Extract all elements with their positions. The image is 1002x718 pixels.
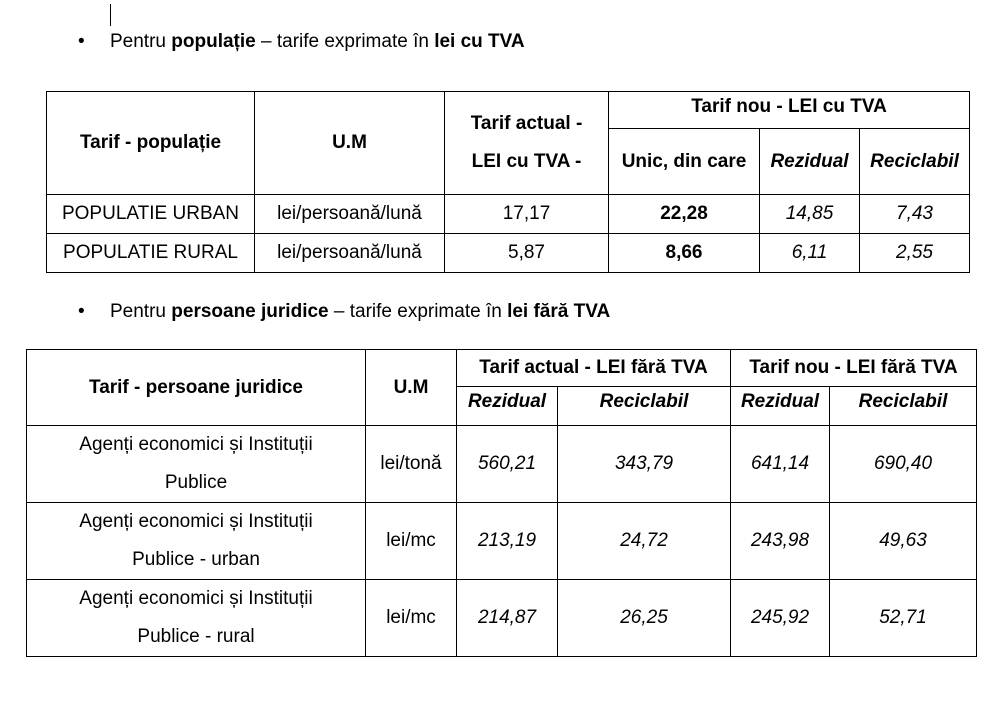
- header-tarif-nou: Tarif nou - LEI cu TVA: [609, 92, 970, 129]
- tarif-persoane-juridice-table: [26, 349, 977, 657]
- bullet-text-part: Pentru: [110, 301, 172, 322]
- row-actual: 17,17: [445, 195, 609, 234]
- header-nou-rezidual: Rezidual: [731, 387, 830, 426]
- row-reciclabil: 7,43: [860, 195, 970, 234]
- bullet-bold-lei-cu-tva: lei cu TVA: [434, 31, 525, 52]
- header-tarif-persoane-juridice: Tarif - persoane juridice: [27, 350, 366, 426]
- row-rezidual: 14,85: [760, 195, 860, 234]
- row-nou-reciclabil: 49,63: [830, 503, 977, 580]
- bullet-icon: •: [78, 301, 85, 322]
- row-nou-reciclabil: 52,71: [830, 580, 977, 657]
- header-tarif-actual: Tarif actual - LEI fără TVA: [457, 350, 731, 387]
- header-reciclabil: Reciclabil: [860, 129, 970, 195]
- header-actual-reciclabil: Reciclabil: [558, 387, 731, 426]
- row-nou-rezidual: 245,92: [731, 580, 830, 657]
- table-row: [27, 426, 977, 503]
- header-nou-reciclabil: Reciclabil: [830, 387, 977, 426]
- tarif-populatie-table: [46, 91, 970, 273]
- row-name: Agenți economici și Instituții Publice - rural: [27, 580, 366, 657]
- row-nou-rezidual: 641,14: [731, 426, 830, 503]
- bullet-bold-populatie: populație: [171, 31, 256, 52]
- table-row: [47, 195, 970, 234]
- row-um: lei/persoană/lună: [255, 234, 445, 273]
- bullet-text: [110, 300, 610, 324]
- row-actual: 5,87: [445, 234, 609, 273]
- row-um: lei/tonă: [366, 426, 457, 503]
- bullet-bold-lei-fara-tva: lei fără TVA: [507, 301, 611, 322]
- text-cursor: [110, 4, 111, 26]
- row-name: Agenți economici și Instituții Publice - urban: [27, 503, 366, 580]
- row-um: lei/mc: [366, 503, 457, 580]
- header-tarif-actual: Tarif actual - LEI cu TVA -: [445, 92, 609, 195]
- row-actual-reciclabil: 26,25: [558, 580, 731, 657]
- header-rezidual: Rezidual: [760, 129, 860, 195]
- table-row: [27, 503, 977, 580]
- bullet-text-part: – tarife exprimate în: [328, 301, 508, 322]
- header-unic: Unic, din care: [609, 129, 760, 195]
- bullet-bold-persoane-juridice: persoane juridice: [171, 301, 329, 322]
- row-um: lei/mc: [366, 580, 457, 657]
- bullet-text: [110, 30, 525, 54]
- bullet-icon: •: [78, 31, 85, 52]
- header-actual-rezidual: Rezidual: [457, 387, 558, 426]
- table-row: [47, 234, 970, 273]
- row-nou-reciclabil: 690,40: [830, 426, 977, 503]
- header-tarif-nou: Tarif nou - LEI fără TVA: [731, 350, 977, 387]
- bullet-text-part: Pentru: [110, 31, 172, 52]
- row-um: lei/persoană/lună: [255, 195, 445, 234]
- row-name: Agenți economici și Instituții Publice: [27, 426, 366, 503]
- header-um: U.M: [366, 350, 457, 426]
- row-actual-reciclabil: 24,72: [558, 503, 731, 580]
- row-name: POPULATIE RURAL: [47, 234, 255, 273]
- table-row: [27, 580, 977, 657]
- row-reciclabil: 2,55: [860, 234, 970, 273]
- row-actual-reciclabil: 343,79: [558, 426, 731, 503]
- row-actual-rezidual: 214,87: [457, 580, 558, 657]
- row-actual-rezidual: 213,19: [457, 503, 558, 580]
- header-tarif-populatie: Tarif - populație: [47, 92, 255, 195]
- bullet-text-part: – tarife exprimate în: [255, 31, 435, 52]
- row-nou-rezidual: 243,98: [731, 503, 830, 580]
- row-unic: 8,66: [609, 234, 760, 273]
- row-rezidual: 6,11: [760, 234, 860, 273]
- row-actual-rezidual: 560,21: [457, 426, 558, 503]
- row-unic: 22,28: [609, 195, 760, 234]
- row-name: POPULATIE URBAN: [47, 195, 255, 234]
- header-um: U.M: [255, 92, 445, 195]
